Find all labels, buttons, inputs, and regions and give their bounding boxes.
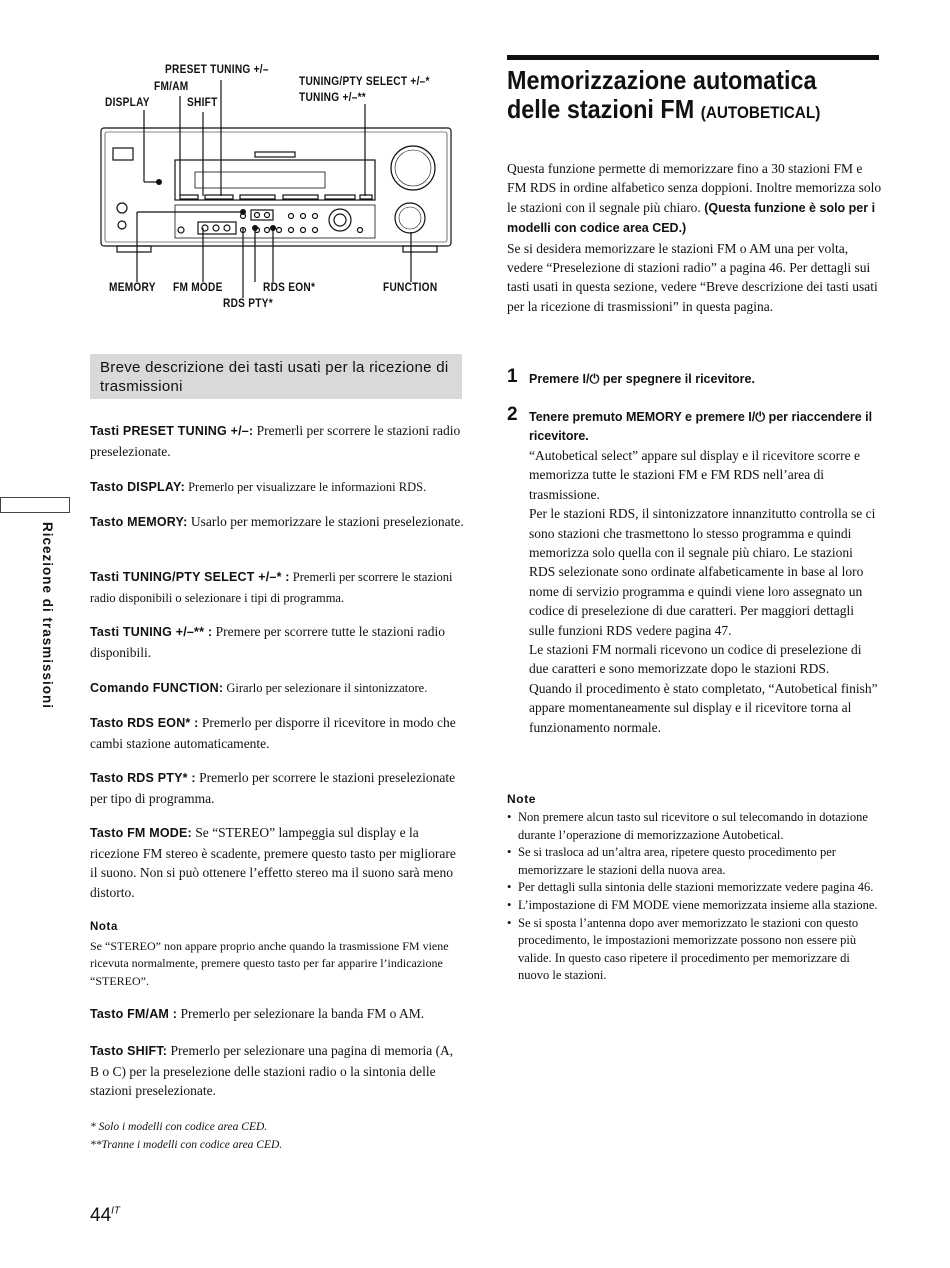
key-description-fm-mode [90,823,465,902]
step-heading: Premere I/⏻ per spegnere il ricevitore. [529,372,755,386]
label-memory: MEMORY [109,282,156,294]
key-name: Tasto DISPLAY: [90,480,185,494]
label-function: FUNCTION [383,282,438,294]
key-description-fm-am [90,1004,465,1025]
footnote: * Solo i modelli con codice area CED. [90,1121,268,1133]
step-number: 1 [507,366,518,387]
page-language: IT [111,1205,121,1217]
key-description-function [90,678,465,699]
key-text: Premerlo per scorrere le stazioni preselezionate per tipo di programma. [90,770,456,806]
label-rds-eon: RDS EON* [263,282,316,294]
notes-list [507,809,882,985]
label-fm-mode: FM MODE [173,282,223,294]
page-number-value: 44 [90,1205,112,1226]
intro-text-2: Se si desidera memorizzare le stazioni FM o AM una per volta, vedere “Preselezione di stazioni radio” a pagina 46. Per dettagli sui tasti usati in questa sezione, vedere “Breve descrizione dei tasti usati per la ricezione di trasmissioni” in questa pagina. [507,240,878,314]
key-text: Girarlo per selezionare il sintonizzatore. [223,681,428,695]
key-text: Se “STEREO” lampeggia sul display e la ricezione FM stereo è scadente, premere questo tasto per migliorare il suono. Non si può ottenere l’effetto stereo ma il suono sarà meno distorto. [90,825,456,900]
note-item: • Se si sposta l’antenna dopo aver memorizzato le stazioni con questo procedimento, le impostazioni memorizzate possono non essere più valide. In questo caso ripetere il procedimento per memorizzare di nuovo le stazioni. [507,915,882,985]
key-name: Tasto SHIFT: [90,1044,168,1058]
note-item: • Se si trasloca ad un’altra area, ripetere questo procedimento per memorizzare le stazioni della nuova area. [507,844,882,879]
section-header [90,354,462,399]
step-body-2: Per le stazioni RDS, il sintonizzatore innanzitutto controlla se ci sono stazioni che trasmettono lo stesso programma e quindi memorizza solo quella con il segnale più chiaro. Le stazioni RDS selezionate sono ordinate alfabeticamente in base al loro nome di servizio programma e quindi viene loro assegnato un codice di preselezione di due caratteri. Per maggiori dettagli sulle funzioni RDS vedere pagina 47. [529,506,876,638]
section-title: Breve descrizione dei tasti usati per la ricezione di trasmissioni [100,359,449,395]
title-line-1: Memorizzazione automatica [507,65,817,95]
receiver-front-panel-diagram [95,60,465,320]
key-text: Premerli per scorrere le stazioni radio preselezionate. [90,423,461,459]
step-1 [507,366,882,389]
page-number [90,1205,120,1227]
title-rule [507,55,879,60]
label-fm-am: FM/AM [154,81,189,93]
intro-bold-text: (Questa funzione è solo per i modelli con codice area CED.) [507,200,876,236]
key-description-shift [90,1041,465,1101]
label-shift: SHIFT [187,97,218,109]
key-description-tuning-pty-select [90,567,465,608]
label-tuning-pty-select: TUNING/PTY SELECT +/–* [299,76,430,88]
intro-paragraph [507,159,882,316]
note-item: • Per dettagli sulla sintonia delle stazioni memorizzate vedere pagina 46. [507,879,882,897]
notes-title: Note [507,792,537,806]
step-body-4: Quando il procedimento è stato completato, “Autobetical finish” appare momentaneamente sul display e il ricevitore torna al funzionamento normale. [529,680,878,735]
label-preset-tuning: PRESET TUNING +/– [165,64,269,76]
intro-text-1: Questa funzione permette di memorizzare fino a 30 stazioni FM e FM RDS in ordine alfabetico senza doppioni. Inoltre memorizza solo le stazioni con il segnale più chiaro. [507,161,882,215]
label-rds-pty: RDS PTY* [223,298,273,310]
key-text: Premerlo per disporre il ricevitore in modo che cambi stazione automaticamente. [90,715,456,751]
key-name: Tasti PRESET TUNING +/–: [90,424,254,438]
receiver-illustration [95,60,465,320]
title-line-2: delle stazioni FM [507,94,695,124]
nota-title: Nota [90,921,118,933]
key-name: Tasto RDS PTY* : [90,771,196,785]
key-text: Premere per scorrere tutte le stazioni radio disponibili. [90,624,445,660]
nota-text: Se “STEREO” non appare proprio anche quando la trasmissione FM viene ricevuta normalmente, premere questo tasto per far apparire l’indicazione “STEREO”. [90,938,449,988]
step-heading: Tenere premuto MEMORY e premere I/⏻ per riaccendere il ricevitore. [529,410,873,443]
key-name: Comando FUNCTION: [90,681,224,695]
key-text: Premerlo per selezionare la banda FM o AM. [177,1006,425,1021]
key-name: Tasti TUNING/PTY SELECT +/–* : [90,570,290,584]
note-item: • Non premere alcun tasto sul ricevitore o sul telecomando in dotazione durante l’operazione di memorizzazione Autobetical. [507,809,882,844]
page-title [507,66,849,127]
key-description-tuning [90,622,465,662]
nota-block [90,918,465,990]
step-body-3: Le stazioni FM normali ricevono un codice di preselezione di due caratteri e sono memorizzate dopo le stazioni RDS. [529,642,862,677]
title-suffix: (AUTOBETICAL) [700,103,821,122]
label-tuning: TUNING +/–** [299,92,367,104]
key-name: Tasto MEMORY: [90,515,188,529]
key-text: Premerlo per selezionare una pagina di memoria (A, B o C) per la preselezione delle stazioni radio o la sintonia delle stazioni preselezionate. [90,1043,454,1098]
key-name: Tasti TUNING +/–** : [90,625,213,639]
key-text: Usarlo per memorizzare le stazioni preselezionate. [187,514,464,529]
label-display: DISPLAY [105,97,150,109]
key-description-preset-tuning [90,421,465,461]
key-name: Tasto FM/AM : [90,1007,178,1021]
step-2 [507,404,882,737]
key-description-rds-pty [90,768,465,808]
step-body-1: “Autobetical select” appare sul display e il ricevitore scorre e memorizza tutte le stazioni FM e FM RDS nell’area di trasmissione. [529,448,860,502]
side-tab-marker [0,497,70,513]
key-text: Premerlo per visualizzare le informazioni RDS. [184,480,427,494]
footnote: **Tranne i modelli con codice area CED. [90,1139,283,1151]
key-description-memory [90,512,465,533]
note-item: • L’impostazione di FM MODE viene memorizzata insieme alla stazione. [507,897,882,915]
side-tab-label: Ricezione di trasmissioni [40,522,55,710]
key-description-rds-eon [90,713,465,753]
key-name: Tasto FM MODE: [90,826,192,840]
key-name: Tasto RDS EON* : [90,716,199,730]
step-number: 2 [507,404,518,425]
key-text: Premerli per scorrere le stazioni radio disponibili o selezionare i tipi di programma. [90,570,453,605]
key-description-display [90,477,465,498]
